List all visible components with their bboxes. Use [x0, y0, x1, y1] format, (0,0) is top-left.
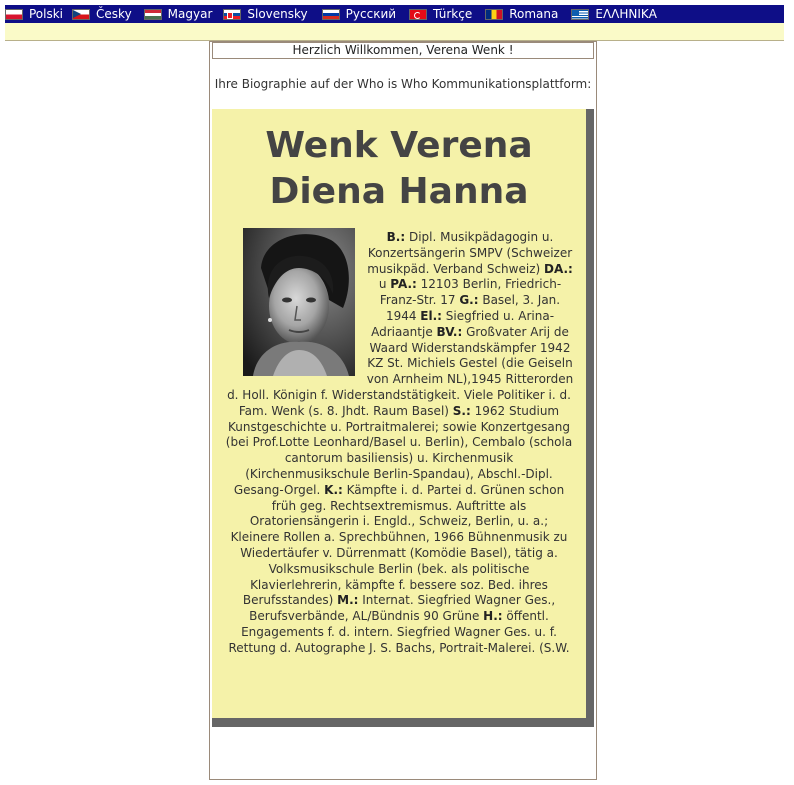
- language-label: Русский: [345, 7, 397, 21]
- language-link-ro[interactable]: [485, 7, 558, 21]
- bio-field-label: G.:: [459, 293, 479, 308]
- bio-field-label: M.:: [337, 593, 359, 608]
- language-link-sk[interactable]: [223, 7, 307, 21]
- bio-field-text: Siegfried u. Arina-Adriaantje: [371, 308, 555, 339]
- language-label: ΕΛΛΗΝΙΚΑ: [595, 7, 657, 21]
- language-label: Magyar: [167, 7, 213, 21]
- flag-ru-icon: [322, 9, 340, 20]
- bio-field-label: DA.:: [543, 261, 573, 276]
- language-link-gr[interactable]: [571, 7, 657, 21]
- language-link-ru[interactable]: [322, 7, 396, 21]
- header-strip: [5, 23, 784, 41]
- bio-field-label: B.:: [386, 230, 406, 244]
- language-label: Romana: [509, 7, 559, 21]
- flag-hu-icon: [144, 9, 162, 20]
- bio-field-text: Dipl. Musikpädagogin u. Konzertsängerin SMPV (Schweizer musikpäd. Verband Schweiz): [367, 230, 573, 276]
- bio-field-label: El.:: [420, 308, 442, 323]
- flag-sk-icon: [223, 9, 241, 20]
- language-link-hu[interactable]: [144, 7, 213, 21]
- language-label: Česky: [96, 7, 132, 21]
- bio-field-text: Internat. Siegfried Wagner Ges., Berufsverbände, AL/Bündnis 90 Grüne: [249, 593, 556, 624]
- bio-field-text: öffentl. Engagements f. d. intern. Siegfried Wagner Ges. u. f. Rettung d. Autographe J. S. Bachs, Portrait-Malerei. (S.W.: [228, 609, 570, 655]
- card-shadow-right: [586, 109, 594, 727]
- bio-field-text: Basel, 3. Jan. 1944: [385, 293, 561, 323]
- language-label: Slovensky: [247, 7, 308, 21]
- welcome-message: Herzlich Willkommen, Verena Wenk !: [212, 42, 594, 59]
- person-name: Wenk Verena Diena Hanna: [265, 125, 533, 212]
- bio-field-label: H.:: [483, 609, 503, 624]
- bio-field-text: Großvater Arij de Waard Widerstandskämpfer 1942 KZ St. Michiels Gestel (die Geiseln von Arnheim NL),1945 Ritterorden d. Holl. Königin f. Widerstandstätigkeit. Viele Politiker i. d. Fam. Wenk (s. 8. Jhdt. Raum Basel): [227, 324, 574, 418]
- bio-field-text: 12103 Berlin, Friedrich-Franz-Str. 17: [379, 277, 562, 308]
- bio-field-text: u: [378, 277, 391, 292]
- bio-field-label: PA.:: [390, 277, 417, 292]
- language-link-pl[interactable]: [5, 7, 63, 21]
- card-shadow-bottom: [212, 718, 594, 727]
- language-bar: [5, 5, 784, 23]
- flag-tr-icon: [409, 9, 427, 20]
- flag-ro-icon: [485, 9, 503, 20]
- language-label: Polski: [29, 7, 64, 21]
- language-label: Türkçe: [433, 7, 473, 21]
- bio-field-label: S.:: [452, 403, 471, 418]
- bio-field-text: Kämpfte i. d. Partei d. Grünen schon früh geg. Rechtsextremismus. Auftritte als Oratoriensängerin i. Engld., Schweiz, Berlin, u. a.; Kleinere Rollen a. Sprechbühnen, 1966 Bühnenmusik zu Wiedertäufer v. Dürrenmatt (Komödie Basel), tätig a. Volksmusikschule Berlin (bek. als politische Klavierlehrerin, kämpfte f. bessere soz. Bed. ihres Berufsstandes): [230, 482, 568, 608]
- bio-field-label: K.:: [324, 482, 343, 497]
- language-link-tr[interactable]: [409, 7, 472, 21]
- bio-field-text: 1962 Studium Kunstgeschichte u. Portraitmalerei; sowie Konzertgesang (bei Prof.Lotte Leonhard/Basel u. Berlin), Cembalo (schola cantorum basiliensis) u. Kirchenmusik (Kirchenmusikschule Berlin-Spandau), Abschl.-Dipl. Gesang-Orgel.: [225, 403, 573, 497]
- flag-cz-icon: [72, 9, 90, 20]
- bio-field-label: BV.:: [436, 324, 463, 339]
- biography-card: [212, 109, 586, 718]
- biography-text: [224, 230, 574, 657]
- intro-text: Ihre Biographie auf der Who is Who Kommunikationsplattform:: [214, 77, 592, 91]
- flag-gr-icon: [571, 9, 589, 20]
- flag-pl-icon: [5, 9, 23, 20]
- language-link-cz[interactable]: [72, 7, 132, 21]
